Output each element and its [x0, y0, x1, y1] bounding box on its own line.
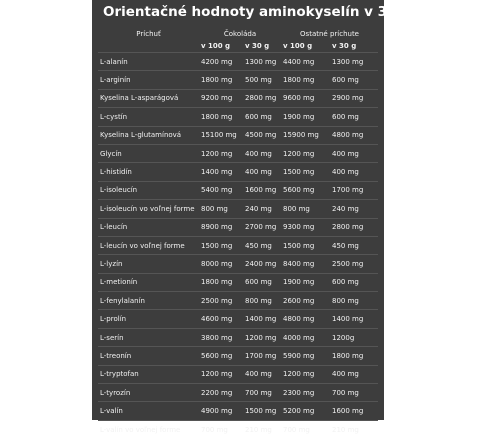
table-row [98, 402, 378, 420]
empty-header-cell [98, 39, 199, 53]
choc-30g-value: 600 mg [243, 108, 281, 126]
other-100g-value: 700 mg [281, 420, 330, 438]
choc-30g-value: 1400 mg [243, 310, 281, 328]
other-100g-value: 5900 mg [281, 347, 330, 365]
other-30g-value: 450 mg [330, 236, 378, 254]
choc-30g-value: 1500 mg [243, 402, 281, 420]
choc-100g-value: 1400 mg [199, 163, 243, 181]
chocolate-group-header: Čokoláda [199, 28, 281, 39]
other-100g-value: 4000 mg [281, 328, 330, 346]
amino-acid-name: L-leucín vo voľnej forme [98, 236, 199, 254]
other-100g-value: 1800 mg [281, 71, 330, 89]
choc-30g-value: 1600 mg [243, 181, 281, 199]
choc-30g-value: 240 mg [243, 200, 281, 218]
other-30g-value: 600 mg [330, 273, 378, 291]
choc-30g-value: 800 mg [243, 292, 281, 310]
table-row [98, 126, 378, 144]
other-30g-value: 1700 mg [330, 181, 378, 199]
other-100g-value: 1500 mg [281, 163, 330, 181]
other-30g-value: 600 mg [330, 108, 378, 126]
choc-100g-value: 1800 mg [199, 71, 243, 89]
choc-30g-header: v 30 g [243, 39, 281, 53]
table-header-row [98, 28, 378, 39]
table-row [98, 384, 378, 402]
choc-30g-value: 2400 mg [243, 255, 281, 273]
other-100g-value: 2600 mg [281, 292, 330, 310]
other-30g-value: 800 mg [330, 292, 378, 310]
other-30g-value: 1300 mg [330, 53, 378, 71]
table-row [98, 236, 378, 254]
other-30g-header: v 30 g [330, 39, 378, 53]
table-row [98, 200, 378, 218]
table-row [98, 273, 378, 291]
table-row [98, 89, 378, 107]
other-30g-value: 400 mg [330, 144, 378, 162]
other-30g-value: 1200g [330, 328, 378, 346]
choc-100g-value: 8000 mg [199, 255, 243, 273]
other-100g-value: 1200 mg [281, 365, 330, 383]
other-30g-value: 4800 mg [330, 126, 378, 144]
choc-100g-value: 4200 mg [199, 53, 243, 71]
other-100g-value: 2300 mg [281, 384, 330, 402]
choc-30g-value: 700 mg [243, 384, 281, 402]
choc-30g-value: 1700 mg [243, 347, 281, 365]
other-100g-value: 1900 mg [281, 273, 330, 291]
choc-30g-value: 4500 mg [243, 126, 281, 144]
other-100g-value: 1200 mg [281, 144, 330, 162]
choc-100g-value: 1200 mg [199, 365, 243, 383]
choc-100g-value: 3800 mg [199, 328, 243, 346]
other-30g-value: 240 mg [330, 200, 378, 218]
table-row [98, 255, 378, 273]
other-30g-value: 1800 mg [330, 347, 378, 365]
choc-100g-value: 4900 mg [199, 402, 243, 420]
other-30g-value: 400 mg [330, 365, 378, 383]
amino-acid-name: L-metionín [98, 273, 199, 291]
table-body [98, 53, 378, 438]
amino-acid-name: L-fenylalanín [98, 292, 199, 310]
choc-30g-value: 1300 mg [243, 53, 281, 71]
amino-acid-name: L-tyrozín [98, 384, 199, 402]
choc-100g-value: 1800 mg [199, 108, 243, 126]
flavor-column-header: Príchuť [98, 28, 199, 39]
table-row [98, 53, 378, 71]
amino-acid-table [98, 28, 378, 438]
choc-100g-value: 5600 mg [199, 347, 243, 365]
other-100g-value: 5200 mg [281, 402, 330, 420]
other-flavors-group-header: Ostatné príchute [281, 28, 378, 39]
other-100g-value: 5600 mg [281, 181, 330, 199]
other-30g-value: 600 mg [330, 71, 378, 89]
amino-acid-name: L-alanín [98, 53, 199, 71]
other-30g-value: 700 mg [330, 384, 378, 402]
other-100g-value: 9300 mg [281, 218, 330, 236]
choc-30g-value: 600 mg [243, 273, 281, 291]
table-row [98, 365, 378, 383]
amino-acid-name: Kyselina L-asparágová [98, 89, 199, 107]
other-30g-value: 1600 mg [330, 402, 378, 420]
table-row [98, 328, 378, 346]
other-100g-value: 4800 mg [281, 310, 330, 328]
choc-100g-value: 4600 mg [199, 310, 243, 328]
choc-30g-value: 400 mg [243, 365, 281, 383]
choc-100g-value: 8900 mg [199, 218, 243, 236]
choc-100g-header: v 100 g [199, 39, 243, 53]
choc-100g-value: 2500 mg [199, 292, 243, 310]
amino-acid-name: L-histidín [98, 163, 199, 181]
choc-30g-value: 1200 mg [243, 328, 281, 346]
other-30g-value: 210 mg [330, 420, 378, 438]
other-100g-value: 800 mg [281, 200, 330, 218]
choc-100g-value: 700 mg [199, 420, 243, 438]
table-row [98, 420, 378, 438]
choc-30g-value: 2700 mg [243, 218, 281, 236]
amino-acid-name: Glycín [98, 144, 199, 162]
table-subheader-row [98, 39, 378, 53]
choc-100g-value: 800 mg [199, 200, 243, 218]
other-100g-value: 4400 mg [281, 53, 330, 71]
choc-100g-value: 1800 mg [199, 273, 243, 291]
table-row [98, 108, 378, 126]
table-row [98, 347, 378, 365]
choc-30g-value: 2800 mg [243, 89, 281, 107]
amino-acid-name: Kyselina L-glutamínová [98, 126, 199, 144]
choc-30g-value: 400 mg [243, 144, 281, 162]
amino-acid-name: L-tryptofan [98, 365, 199, 383]
amino-acid-name: L-valín [98, 402, 199, 420]
other-30g-value: 400 mg [330, 163, 378, 181]
choc-30g-value: 500 mg [243, 71, 281, 89]
table-row [98, 163, 378, 181]
choc-100g-value: 9200 mg [199, 89, 243, 107]
amino-acid-name: L-arginín [98, 71, 199, 89]
other-100g-value: 9600 mg [281, 89, 330, 107]
choc-100g-value: 1200 mg [199, 144, 243, 162]
amino-acid-name: L-serín [98, 328, 199, 346]
other-30g-value: 2900 mg [330, 89, 378, 107]
table-row [98, 218, 378, 236]
choc-30g-value: 210 mg [243, 420, 281, 438]
choc-30g-value: 400 mg [243, 163, 281, 181]
other-30g-value: 2800 mg [330, 218, 378, 236]
table-row [98, 310, 378, 328]
other-30g-value: 1400 mg [330, 310, 378, 328]
table-row [98, 144, 378, 162]
amino-acid-panel [92, 0, 384, 420]
other-30g-value: 2500 mg [330, 255, 378, 273]
choc-100g-value: 5400 mg [199, 181, 243, 199]
table-row [98, 71, 378, 89]
other-100g-value: 15900 mg [281, 126, 330, 144]
choc-100g-value: 2200 mg [199, 384, 243, 402]
amino-acid-name: L-lyzín [98, 255, 199, 273]
amino-acid-name: L-treonín [98, 347, 199, 365]
choc-100g-value: 1500 mg [199, 236, 243, 254]
choc-30g-value: 450 mg [243, 236, 281, 254]
table-row [98, 181, 378, 199]
amino-acid-name: L-prolín [98, 310, 199, 328]
amino-acid-name: L-isoleucín [98, 181, 199, 199]
other-100g-value: 1900 mg [281, 108, 330, 126]
page-title: Orientačné hodnoty aminokyselín v 30 g a 100 g: [103, 4, 477, 20]
choc-100g-value: 15100 mg [199, 126, 243, 144]
amino-acid-name: L-isoleucín vo voľnej forme [98, 200, 199, 218]
amino-acid-name: L-valín vo voľnej forme [98, 420, 199, 438]
amino-acid-name: L-leucín [98, 218, 199, 236]
other-100g-value: 1500 mg [281, 236, 330, 254]
table-row [98, 292, 378, 310]
other-100g-header: v 100 g [281, 39, 330, 53]
amino-acid-name: L-cystín [98, 108, 199, 126]
other-100g-value: 8400 mg [281, 255, 330, 273]
